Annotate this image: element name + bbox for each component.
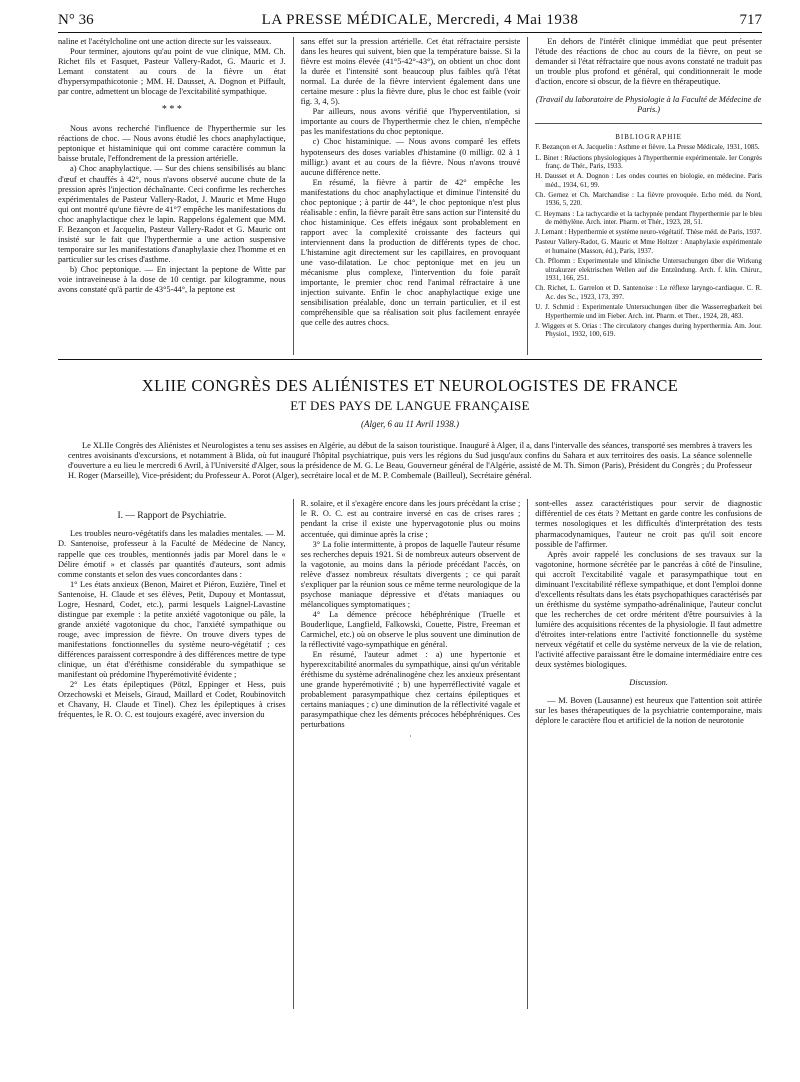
bib-entry: F. Bezançon et A. Jacquelin : Asthme et fièvre. La Presse Médicale, 1931, 1085.	[535, 143, 760, 152]
footer-mark: ·	[409, 732, 412, 742]
discussion-title: Discussion.	[629, 678, 668, 688]
paragraph: a) Choc anaphylactique. — Sur des chiens sensibilisés au blanc d'œuf et chauffés à 42°, nous n'avons observé aucune chute de la pression après l'injection déchaînante. Ceci confirme les recherches expérimentales de Pasteur Vallery-Radot, J. Mauric et Mme Hugo qui ont montré qu'une fièvre de 41°7 empêche les manifestations du choc anaphylactique chez le lapin. Rappelons également que MM. F. Bezançon et Jacquelin, Pasteur Vallery-Radot et G. Mauric ont insisté sur le fait que l'hyperthermie a une action suspensive temporaire sur les manifestations d'anaphylaxie chez l'homme et en particulier sur les crises d'asthme.	[58, 164, 286, 264]
paragraph: Les troubles neuro-végétatifs dans les maladies mentales. — M. D. Santenoise, professeur à la Faculté de Médecine de Nancy, rappelle que ces troubles, mentionnés jadis par Morel dans le « Délire émotif » et classés par quantités d'auteurs, sont admis comme constants et selon des vues concordantes dans :	[58, 529, 286, 579]
issue-number: N° 36	[58, 12, 94, 28]
bib-entry: C. Heymans : La tachycardie et la tachypnée pendant l'hyperthermie par le bleu de méthylène. Arch. inter. Pharm. et Thér., 1923, 28, 51.	[535, 209, 762, 227]
bib-entry: Ch. Pflomm : Experimentale und klinische Untersuchungen über die Wirkung ultrakurzer elektrischen Wellen auf die Entzündung. Arch. f. klin. Chirur., 1931, 166, 251.	[535, 257, 762, 283]
bibliography	[535, 123, 762, 339]
lab-caption: (Travail du laboratoire de Physiologie à la Faculté de Médecine de Paris.)	[535, 95, 762, 115]
paragraph: b) Choc peptonique. — En injectant la peptone de Witte par voie intraveineuse à la dose de 10 centigr. par kilogramme, nous avons constaté qu'à partir de 43°5-44°, la peptone est	[58, 264, 286, 295]
discussion-paragraph: — M. Boven (Lausanne) est heureux que l'attention soit attirée sur les bases thérapeutiques de la psychiatrie contemporaine, mais déplore le caractère flou et artificiel de la notion de neurotonie	[535, 696, 762, 726]
paragraph: Pour terminer, ajoutons qu'au point de vue clinique, MM. Ch. Richet fils et Fasquet, Pasteur Vallery-Radot, G. Mauric et J. Lemant constatent au cours de la fièvre un état d'hypersympathicotonie ; MM. H. Dausset, A. Dognon et Piffault, par contre, admettent un blocage de l'excitabilité sympathique.	[58, 47, 286, 97]
bib-entry: H. Dausset et A. Dognon : Les ondes courtes en biologie, en médecine. Paris méd., 1934, 61, 99.	[535, 172, 762, 189]
paragraph: 4° La démence précoce hébéphrénique (Truelle et Bouderlique, Langfield, Falkowski, Couette, Pistre, Freeman et Carmichel, etc.) où on observe le plus souvent une diminution de la réflectivité vago-sympathique en général.	[300, 609, 521, 650]
paragraph: En résumé, l'auteur admet : a) une hypertonie et hyperexcitabilité anormales du sympathique, ainsi qu'un véritable éréthisme du système adrénalinogène chez les anxieux présentant une grande hyperémotivité ; b) une hyperréflectivité vagale et probablement parasympathique chez certains épileptiques et certains maniaques ; c) une diminution de la réflectivité vagale et parasympathique chez les déments précoces hébéphréniques. Ces perturbations	[300, 650, 521, 730]
intro-paragraph: Le XLIIe Congrès des Aliénistes et Neurologistes a tenu ses assises en Algérie, au début de la saison touristique. Inauguré à Alger, il a, dans l'intervalle des séances, transporté ses membres à travers les centres avoisinants d'excursions, et notamment à Blida, où fut inauguré l'hôpital psychiatrique, puis vers les régions du Sud jusqu'aux confins du Sahara et aux territoires des oasis. La séance solennelle d'ouverture a eu lieu le mercredi 6 Avril, à l'Université d'Alger, sous la présidence de M. G. Le Beau, Gouverneur général de l'Algérie, assisté de M. Th. Simon (Paris), Président du Congrès ; du Professeur H. Roger (Marseille), Vice-président; du Professeur A. Porot (Alger), secrétaire local et de M. P. Combemale (Bailleul), Secrétaire général.	[68, 441, 752, 481]
paragraph: Après avoir rappelé les conclusions de ses travaux sur la vagotonine, hormone sécrétée par le pancréas à côté de l'insuline, qui accroît l'excitabilité vagale et parasympathique tout en diminuant l'excitabilité réflexe sympathique, et dont l'emploi donne d'excellents résultats dans les états psychopathiques caractérisés par un éréthisme du système sympatho-adrénalinique, l'auteur conclut que les recherches de cet ordre méritent d'être poursuivies à la lumière des acquisitions récentes de la physiologie. Il faut admettre d'étroites inter-relations entre l'activité fonctionnelle du système nerveux végétatif et celle du système nerveux de la vie de relation, l'activité affective paraissant être le domaine intermédiaire entre ces deux systèmes biologiques.	[535, 549, 762, 670]
section-divider	[58, 359, 762, 360]
paragraph: R. solaire, et il s'exagère encore dans les jours précédant la crise ; le R. O. C. est au contraire inversé en cas de crises rares ; pendant la crise il existe une hypervagotonie plus ou moins accentuée, qui diminue après la crise ;	[300, 499, 521, 539]
bottom-column-1	[58, 499, 293, 1009]
paragraph: 1° Les états anxieux (Benon, Mairet et Piéron, Euzière, Tinel et Santenoise, H. Claude et ses élèves, Petit, Dupouy et Montassut, Logre, Hesnard, Codet, etc.), parmi lesquels Laignel-Lavastine distingue par exemple : la petite anxiété vagotonique ou pâle, la grande anxiété vagotonique du choc, l'anxiété sympathique ou rouge, avec impression de fièvre. On trouve divers types de manifestations fonctionnelles du système neuro-végétatif ; ces différences paraissent correspondre à des différences mettre de type clinique, un état d'éréthisme considérable du sympathique se manifestant où prédomine l'hyperémotivité évidente ;	[58, 579, 286, 680]
congress-header	[58, 376, 762, 429]
paragraph: naline et l'acétylcholine ont une action directe sur les vaisseaux.	[58, 37, 272, 46]
congress-dates: (Alger, 6 au 11 Avril 1938.)	[361, 419, 459, 429]
bib-entry: U. J. Schmid : Experimentale Untersuchungen über die Wasserregbarkeit bei Hyperthermie und im Fieber. Arch. int. Pharm. et Ther., 1924, 28, 483.	[535, 303, 762, 320]
paragraph: 2° Les états épileptiques (Pötzl, Eppinger et Hess, puis Orzechowski et Meisels, Giraud, Maillard et Codet, Roubinovitch et Chavany, H. Claude et Tinel). Chez les épileptiques à crises fréquentes, le R. O. C. est toujours exagéré, avec inversion du	[58, 680, 286, 720]
top-column-1	[58, 37, 293, 355]
congress-title: XLIIE CONGRÈS DES ALIÉNISTES ET NEUROLOGISTES DE FRANCE	[141, 376, 679, 395]
asterism: * * *	[161, 104, 182, 116]
paragraph: sans effet sur la pression artérielle. Cet état réfractaire persiste dans les heures qui suivent, bien que la température baisse. Si la fièvre est moins élevée (41°5-42°-43°), on obtient un choc dont la durée et l'intensité sont beaucoup plus faibles qu'à l'état normal. La durée de la fièvre intervient également dans une certaine mesure : plus la fièvre dure, plus le choc est faible (voir fig. 3, 4, 5).	[300, 37, 521, 107]
bottom-column-2	[293, 499, 528, 1009]
congress-subtitle: ET DES PAYS DE LANGUE FRANÇAISE	[290, 398, 530, 413]
bib-entry: Ch. Richet, L. Garrelon et D. Santenoise : Le réflexe laryngo-cardiaque. C. R. Ac. des Sc., 1923, 173, 397.	[535, 284, 762, 301]
bib-entry: J. Lemant : Hyperthermie et système neuro-végétatif. Thèse méd. de Paris, 1937.	[535, 228, 762, 237]
bibliography-title: BIBLIOGRAPHIE	[615, 133, 682, 142]
paragraph: c) Choc histaminique. — Nous avons comparé les effets hypotenseurs des doses variables d'histamine (0 milligr. 02 à 1 milligr.) avant et au cours de la fièvre. Nous n'avons trouvé aucune différence nette.	[300, 137, 521, 177]
top-section	[58, 37, 762, 355]
top-column-2	[293, 37, 528, 355]
paragraph: En résumé, la fièvre à partir de 42° empêche les manifestations du choc anaphylactique et diminue l'intensité du choc peptonique ; à partir de 44°, le choc peptonique n'est plus réalisable : enfin, la fièvre paraît être sans action sur l'intensité du choc histaminique. Ces effets inégaux sont probablement en rapport avec la complexité croissante des facteurs qui interviennent dans la production de différents types de choc. L'histamine agit directement sur les capillaires, en provoquant une vaso-dilatation. Le choc peptonique met en jeu un mécanisme plus complexe, l'intervention du foie paraît importante, le premier choc rend l'animal réfractaire à une injection suivante. Enfin le choc anaphylactique exige une sensibilisation préalable, donc un terrain particulier, et il est compréhensible que sa réalisation soit plus facilement enrayée que celle des autres chocs.	[300, 177, 521, 328]
congress-intro	[68, 441, 752, 481]
bottom-column-3	[527, 499, 762, 1009]
paragraph: 3° La folie intermittente, à propos de laquelle l'auteur résume ses recherches depuis 1921. Si de nombreux auteurs observent de la vagotonie, au moins dans la période précédant l'accès, on relève d'assez nombreux résultats divergents ; ce qui paraît s'expliquer par la réunion sous ce même terme neurologique de la psychose maniaque dépressive et d'états maniaques ou mélancoliques symptomatiques ;	[300, 539, 521, 609]
bib-entry: L. Binet : Réactions physiologiques à l'hyperthermie expérimentale. Ier Congrès franç. de Thér., Paris, 1933.	[535, 153, 762, 171]
section-title: I. — Rapport de Psychiatrie.	[117, 511, 227, 522]
paragraph: En dehors de l'intérêt clinique immédiat que peut présenter l'étude des réactions de choc au cours de la fièvre, on peut se demander si l'état réfractaire que nous avons constaté ne traduit pas un trouble plus profond et général, qui conditionnerait le mode d'action, encore si obscur, de la fièvre en thérapeutique.	[535, 37, 762, 87]
page-number: 717	[739, 12, 762, 28]
top-column-3	[527, 37, 762, 355]
bottom-section	[58, 499, 762, 1009]
paragraph: Nous avons recherché l'influence de l'hyperthermie sur les réactions de choc. — Nous avons étudié les chocs anaphylactique, peptonique et histaminique qui ont comme caractère commun la baisse brutale, l'effondrement de la pression artérielle.	[58, 124, 286, 164]
paragraph: Par ailleurs, nous avons vérifié que l'hyperventilation, si importante au cours de l'hyperthermie chez le chien, n'empêche pas les manifestations du choc peptonique.	[300, 107, 521, 137]
bib-entry: J. Wiggers et S. Orias : The circulatory changes during hyperthermia. Am. Jour. Physiol., 1932, 100, 619.	[535, 321, 762, 339]
bib-entry: Ch. Gernez et Ch. Marchandise : La fièvre provoquée. Echo méd. du Nord, 1936, 5, 220.	[535, 190, 762, 208]
paragraph: sont-elles assez caractéristiques pour servir de diagnostic différentiel de ces états ? Mettant en garde contre les confusions de termes nosologiques et les difficultés d'interprétation des tests pharmacodynamiques, l'auteur ne croit pas qu'il soit encore possible de l'affirmer.	[535, 499, 762, 549]
bib-entry: Pasteur Vallery-Radot, G. Mauric et Mme Holtzer : Anaphylaxie expérimentale et humaine (Masson, éd.), Paris, 1937.	[535, 238, 762, 255]
journal-title: LA PRESSE MÉDICALE, Mercredi, 4 Mai 1938	[261, 12, 579, 28]
masthead	[58, 12, 762, 33]
